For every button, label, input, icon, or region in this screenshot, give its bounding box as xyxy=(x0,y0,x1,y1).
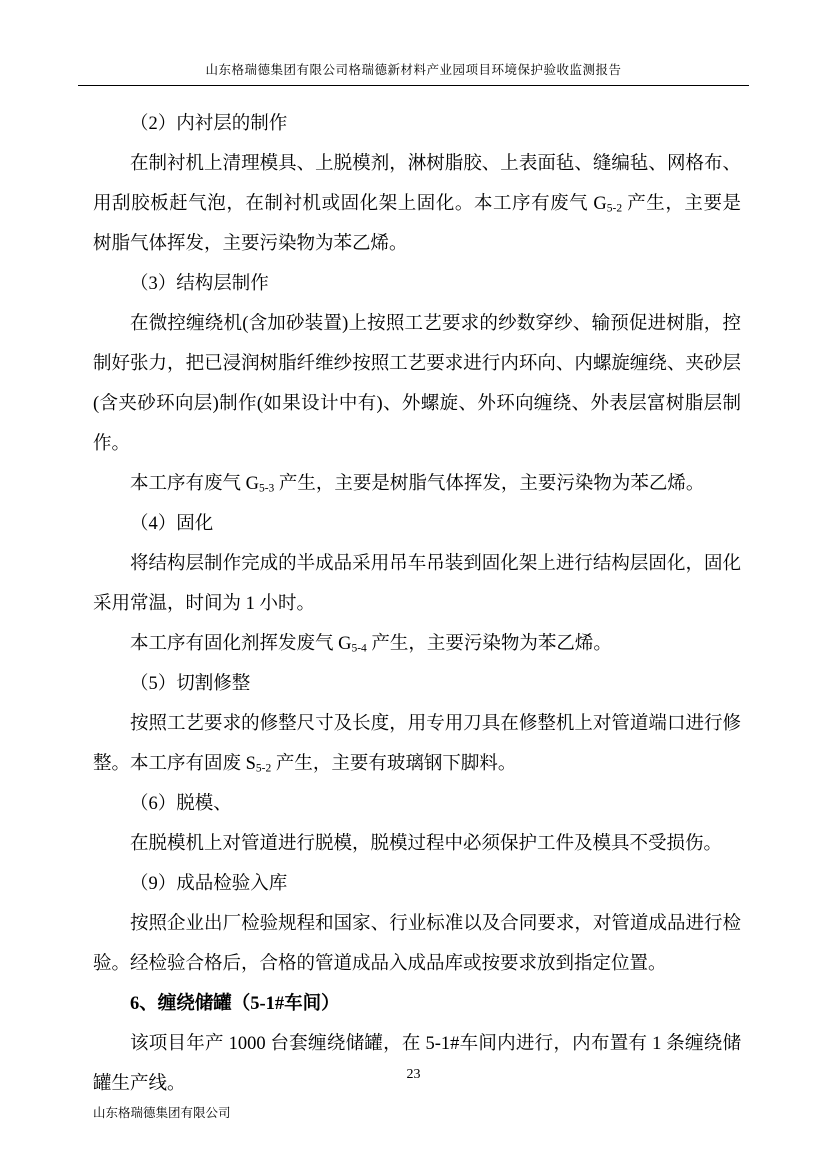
paragraph-section-9-text: 按照企业出厂检验规程和国家、行业标准以及合同要求，对管道成品进行检验。经检验合格后，合格的管道成品入成品库或按要求放到指定位置。 xyxy=(93,914,741,974)
page-header: 山东格瑞德集团有限公司格瑞德新材料产业园项目环境保护验收监测报告 xyxy=(78,60,749,86)
subscript-g53: 5-3 xyxy=(259,482,275,495)
page-number: 23 xyxy=(406,1067,421,1082)
page-footer: 山东格瑞德集团有限公司 xyxy=(93,1106,231,1120)
paragraph-section-2-title: （2）内衬层的制作 xyxy=(130,114,288,134)
paragraph-section-5-text: 按照工艺要求的修整尺寸及长度，用专用刀具在修整机上对管道端口进行修整。本工序有固废 $S_{5-2}$ 产生，主要有玻璃钢下脚料。 xyxy=(93,714,741,775)
paragraph-section-2-text: 在制衬机上清理模具、上脱模剂，淋树脂胶、上表面毡、缝编毡、网格布、用刮胶板赶气泡，在制衬机或固化架上固化。本工序有废气 $G_{5-2}$ 产生，主要是树脂气体挥发，主要污染物为苯乙烯。 xyxy=(93,154,741,254)
paragraph-section-5-title: （5）切割修整 xyxy=(130,674,251,694)
paragraph-section-6-intro: 该项目年产 1000 台套缠绕储罐，在 5-1#车间内进行，内布置有 1 条缠绕储罐生产线。 xyxy=(93,1034,741,1094)
subscript-g54: 5-4 xyxy=(351,642,367,655)
paragraph-section-3-text: 在微控缠绕机(含加砂装置)上按照工艺要求的纱数穿纱、输预促进树脂，控制好张力，把已浸润树脂纤维纱按照工艺要求进行内环向、内螺旋缠绕、夹砂层(含夹砂环向层)制作(如果设计中有)、外螺旋、外环向缠绕、外表层富树脂层制作。 xyxy=(93,314,741,454)
paragraph-section-9-title: （9）成品检验入库 xyxy=(130,874,288,894)
document-body xyxy=(93,104,741,1104)
paragraph-section-4-title: （4）固化 xyxy=(130,514,214,534)
paragraph-section-6-text: 在脱模机上对管道进行脱模，脱模过程中必须保护工件及模具不受损伤。 xyxy=(130,834,723,854)
paragraph-section-4-emission: 本工序有固化剂挥发废气 $G_{5-4}$ 产生，主要污染物为苯乙烯。 xyxy=(130,634,612,655)
subscript-s52: 5-2 xyxy=(255,762,272,775)
heading-section-6: 6、缠绕储罐（5-1#车间） xyxy=(130,994,340,1014)
paragraph-section-6-title: （6）脱模、 xyxy=(130,794,232,814)
paragraph-section-3-emission: 本工序有废气 $G_{5-3}$ 产生，主要是树脂气体挥发，主要污染物为苯乙烯。 xyxy=(130,474,705,495)
subscript-g52: 5-2 xyxy=(606,202,623,215)
paragraph-section-3-title: （3）结构层制作 xyxy=(130,274,269,294)
paragraph-section-4-text: 将结构层制作完成的半成品采用吊车吊装到固化架上进行结构层固化，固化采用常温，时间为 1 小时。 xyxy=(93,554,741,614)
